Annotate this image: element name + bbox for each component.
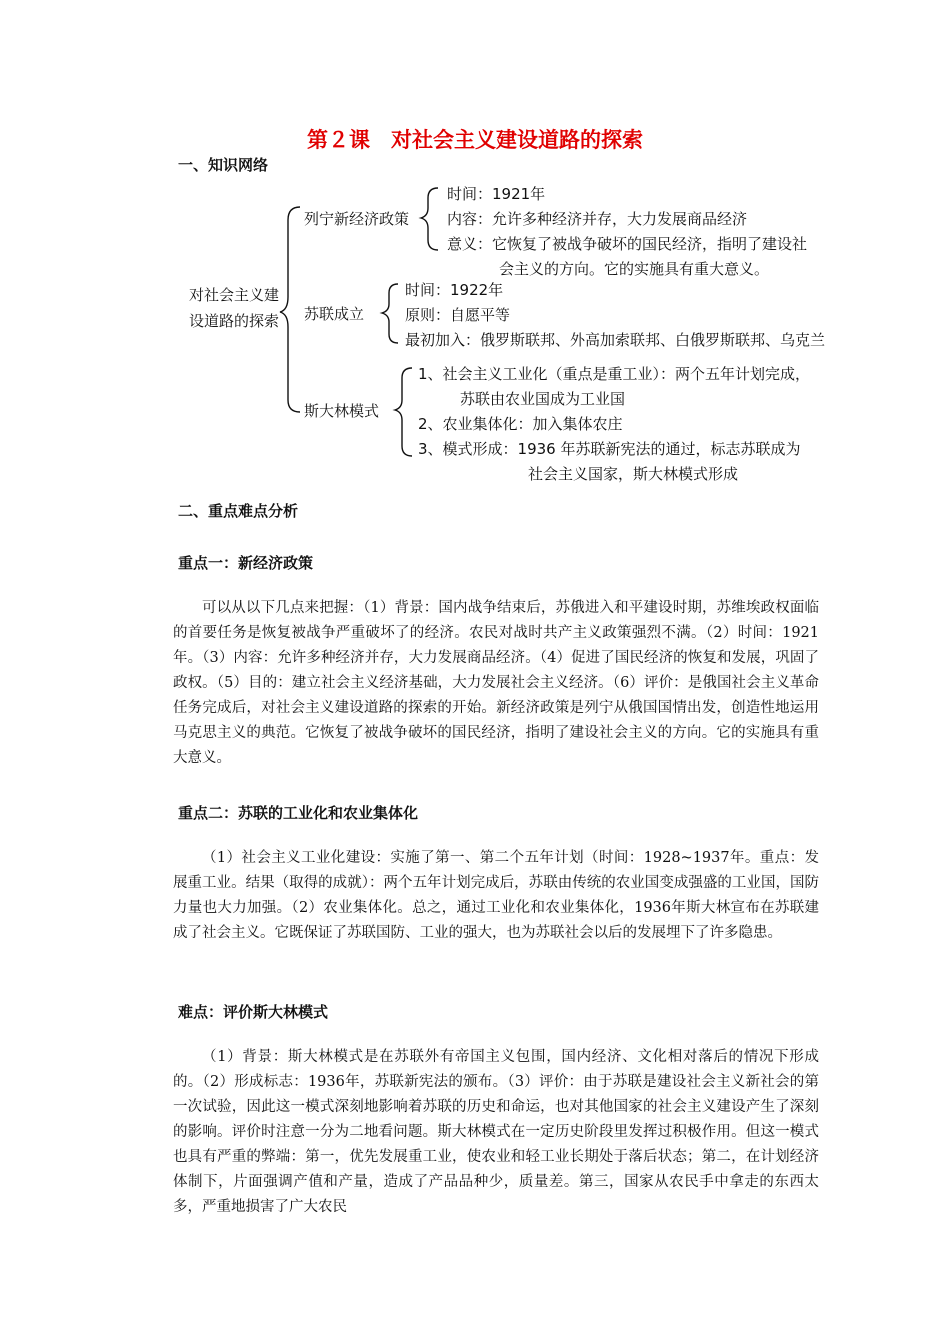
- branch-item: 意义：它恢复了被战争破坏的国民经济，指明了建设社: [447, 235, 808, 253]
- section-heading-key-points: 二、重点难点分析: [178, 502, 299, 520]
- branch-item: 原则：自愿平等: [405, 306, 511, 324]
- branch-item: 最初加入：俄罗斯联邦、外高加索联邦、白俄罗斯联邦、乌克兰: [405, 331, 826, 349]
- page-title: 第２课 对社会主义建设道路的探索: [307, 128, 643, 152]
- branch-label-ussr-founding: 苏联成立: [304, 305, 365, 323]
- knowledge-map-root: 对社会主义建设道路的探索: [189, 286, 280, 330]
- branch-item: 时间：1922年: [405, 281, 504, 299]
- branch1-brace: [421, 188, 438, 250]
- branch-item: 内容：允许多种经济并存，大力发展商品经济: [447, 210, 748, 228]
- paragraph-stalin-model: （1）背景：斯大林模式是在苏联外有帝国主义包围，国内经济、文化相对落后的情况下形成的。（2）形成标志：1936年，苏联新宪法的颁布。（3）评价：由于苏联是建设社会主义新社会的第一次试验，因此这一模式深刻地影响着苏联的历史和命运，也对其他国家的社会主义建设产生了深刻的影响。评价时注意一分为二地看问题。斯大林模式在一定历史阶段里发挥过积极作用。但这一模式也具有严重的弊端：第一，优先发展重工业，使农业和轻工业长期处于落后状态；第二，在计划经济体制下，片面强调产值和产量，造成了产品品种少，质量差。第三，国家从农民手中拿走的东西太多，严重地损害了广大农民: [173, 1049, 819, 1215]
- branch-item: 苏联由农业国成为工业国: [460, 390, 626, 408]
- paragraph-industrialization: （1）社会主义工业化建设：实施了第一、第二个五年计划（时间：1928~1937年。重点：发展重工业。结果（取得的成就）：两个五年计划完成后，苏联由传统的农业国变成强盛的工业国，国防力量也大力加强。（2）农业集体化。总之，通过工业化和农业集体化，1936年斯大林宣布在苏联建成了社会主义。它既保证了苏联国防、工业的强大，也为苏联社会以后的发展埋下了许多隐患。: [173, 850, 819, 941]
- branch-item: 社会主义国家，斯大林模式形成: [528, 465, 739, 483]
- branch-label-stalin-model: 斯大林模式: [304, 402, 380, 420]
- subheading-industrialization: 重点二：苏联的工业化和农业集体化: [178, 804, 419, 822]
- subheading-nep: 重点一：新经济政策: [178, 554, 314, 572]
- branch-label-nep: 列宁新经济政策: [304, 210, 410, 228]
- branch2-brace: [382, 284, 398, 343]
- branch-item: 2、农业集体化：加入集体农庄: [418, 415, 623, 433]
- branch3-brace: [395, 368, 412, 456]
- branch-item: 时间：1921年: [447, 185, 546, 203]
- root-brace: [280, 207, 300, 412]
- paragraph-nep: 可以从以下几点来把握：（1）背景：国内战争结束后，苏俄进入和平建设时期，苏维埃政权面临的首要任务是恢复被战争严重破坏了的经济。农民对战时共产主义政策强烈不满。（2）时间：1921年。（3）内容：允许多种经济并存，大力发展商品经济。（4）促进了国民经济的恢复和发展，巩固了政权。（5）目的：建立社会主义经济基础，大力发展社会主义经济。（6）评价：是俄国社会主义革命任务完成后，对社会主义建设道路的探索的开始。新经济政策是列宁从俄国国情出发，创造性地运用马克思主义的典范。它恢复了被战争破坏的国民经济，指明了建设社会主义的方向。它的实施具有重大意义。: [173, 600, 819, 766]
- branch-item: 1、社会主义工业化（重点是重工业）：两个五年计划完成，: [418, 365, 811, 383]
- subheading-stalin-model: 难点：评价斯大林模式: [178, 1003, 329, 1021]
- section-heading-knowledge-network: 一、知识网络: [178, 156, 269, 174]
- branch-item: 3、模式形成：1936 年苏联新宪法的通过，标志苏联成为: [418, 440, 801, 458]
- branch-item: 会主义的方向。它的实施具有重大意义。: [499, 260, 770, 278]
